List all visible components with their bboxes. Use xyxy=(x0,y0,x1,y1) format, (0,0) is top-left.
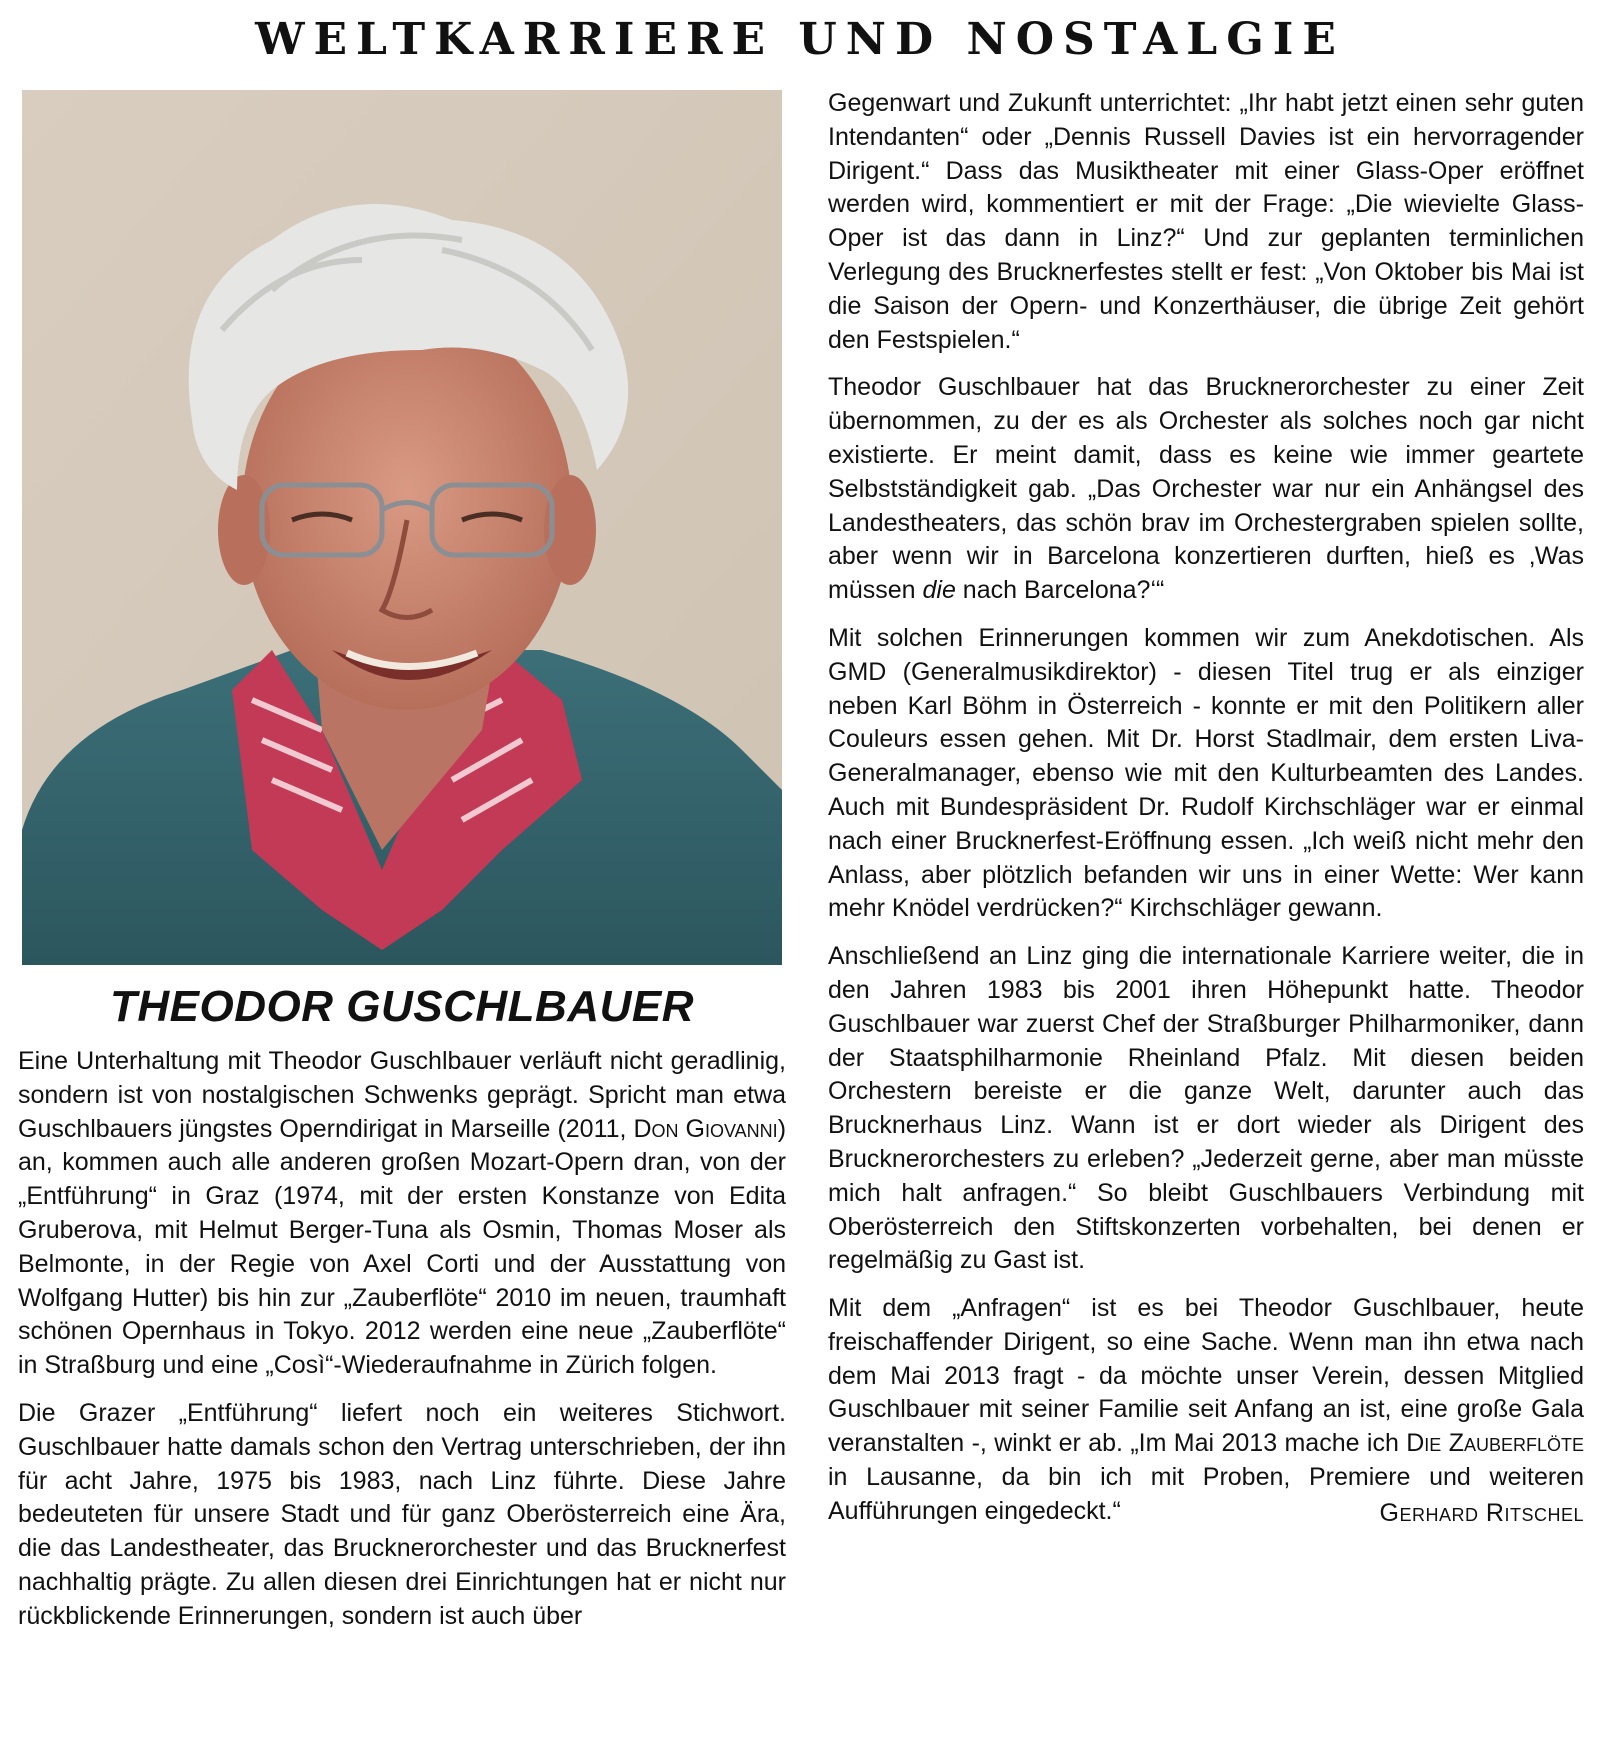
paragraph: Anschließend an Linz ging die internationale Karriere weiter, die in den Jahren 1983 bis 2001 ihren Höhepunkt hatte. Theodor Guschlbauer war zuerst Chef der Straßburger Philharmoniker, dann der Staatsphilharmonie Rheinland Pfalz. Mit diesen beiden Orchestern bereiste er die ganze Welt, darunter auch das Brucknerhaus Linz. Wann ist er dort wieder als Dirigent des Brucknerorchesters zu erleben? „Jederzeit gerne, aber man müsste mich halt anfragen.“ So bleibt Guschlbauers Verbindung mit Oberösterreich den Stiftskonzerten vorbehalten, bei denen er regelmäßig zu Gast ist. xyxy=(828,942,1584,1275)
right-text-column xyxy=(828,87,1584,1543)
paragraph: Mit dem „Anfragen“ ist es bei Theodor Guschlbauer, heute freischaffender Dirigent, so eine Sache. Wenn man ihn etwa nach dem Mai 2013 fragt - da möchte unser Verein, dessen Mitglied Guschlbauer mit seiner Familie seit Anfang an ist, eine große Gala veranstalten -, winkt er ab. „Im Mai 2013 mache ich Die Zauberflöte in Lausanne, da bin ich mit Proben, Premiere und weiteren Aufführungen eingedeckt.“ Gerhard Ritschel xyxy=(828,1292,1584,1529)
paragraph: Mit solchen Erinnerungen kommen wir zum Anekdotischen. Als GMD (Generalmusikdirektor) - diesen Titel trug er als einziger neben Karl Böhm in Österreich - konnte er mit den Politikern aller Couleurs essen gehen. Mit Dr. Horst Stadlmair, dem ersten Liva-Generalmanager, ebenso wie mit den Kulturbeamten des Landes. Auch mit Bundespräsident Dr. Rudolf Kirchschläger war er einmal nach einer Brucknerfest-Eröffnung essen. „Ich weiß nicht mehr den Anlass, aber plötzlich befanden wir uns in einer Wette: Wer kann mehr Knödel verdrücken?“ Kirchschläger gewann. xyxy=(828,623,1584,923)
paragraph: Eine Unterhaltung mit Theodor Guschlbauer verläuft nicht geradlinig, sondern ist von nostalgischen Schwenks geprägt. Spricht man etwa Guschlbauers jüngstes Operndirigat in Marseille (2011, Don Giovanni) an, kommen auch alle anderen großen Mozart-Opern dran, von der „Entführung“ in Graz (1974, mit der ersten Konstanze von Edita Gruberova, mit Helmut Berger-Tuna als Osmin, Thomas Moser als Belmonte, in der Regie von Axel Corti und der Ausstattung von Wolfgang Hutter) bis hin zur „Zauberflöte“ 2010 im neuen, traumhaft schönen Opernhaus in Tokyo. 2012 werden eine neue „Zauberflöte“ in Straßburg und eine „Così“-Wiederaufnahme in Zürich folgen. xyxy=(18,1047,787,1380)
subject-name-caption: THEODOR GUSCHLBAUER xyxy=(110,982,694,1031)
paragraph: Theodor Guschlbauer hat das Brucknerorchester zu einer Zeit übernommen, zu der es als Orchester als solches noch gar nicht existierte. Er meint damit, dass es keine wie immer geartete Selbstständigkeit gab. „Das Orchester war nur ein Anhängsel des Landestheaters, das schön brav im Orchestergraben spielen sollte, aber wenn wir in Barcelona konzertieren durften, hieß es ‚Was müssen die nach Barcelona?‘“ xyxy=(828,373,1584,605)
left-text-column xyxy=(18,1045,786,1648)
paragraph: Die Grazer „Entführung“ liefert noch ein weiteres Stichwort. Guschlbauer hatte damals schon den Vertrag unterschrieben, der ihn für acht Jahre, 1975 bis 1983, nach Linz führte. Diese Jahre bedeuteten für unsere Stadt und für ganz Oberösterreich eine Ära, die das Landestheater, das Brucknerorchester und das Brucknerfest nachhaltig prägte. Zu allen diesen drei Einrichtungen hat er nicht nur rückblickende Erinnerungen, sondern ist auch über xyxy=(18,1398,786,1630)
paragraph: Gegenwart und Zukunft unterrichtet: „Ihr habt jetzt einen sehr guten Intendanten“ oder „Dennis Russell Davies ist ein hervorragender Dirigent.“ Dass das Musiktheater mit einer Glass-Oper eröffnet werden wird, kommentiert er mit der Frage: „Die wievielte Glass-Oper ist das dann in Linz?“ Und zur geplanten terminlichen Verlegung des Brucknerfestes stellt er fest: „Von Oktober bis Mai ist die Saison der Opern- und Konzerthäuser, die übrige Zeit gehört den Festspielen.“ xyxy=(828,89,1584,354)
opera-title: Die Zauberflöte xyxy=(1406,1429,1584,1458)
opera-title: Don Giovanni xyxy=(633,1114,778,1143)
portrait-illustration xyxy=(22,90,782,965)
author-byline: Gerhard Ritschel xyxy=(1379,1498,1584,1527)
article-headline: WELTKARRIERE UND NOSTALGIE xyxy=(255,14,1345,65)
emphasis: die xyxy=(922,576,956,605)
portrait-photo xyxy=(22,90,782,965)
